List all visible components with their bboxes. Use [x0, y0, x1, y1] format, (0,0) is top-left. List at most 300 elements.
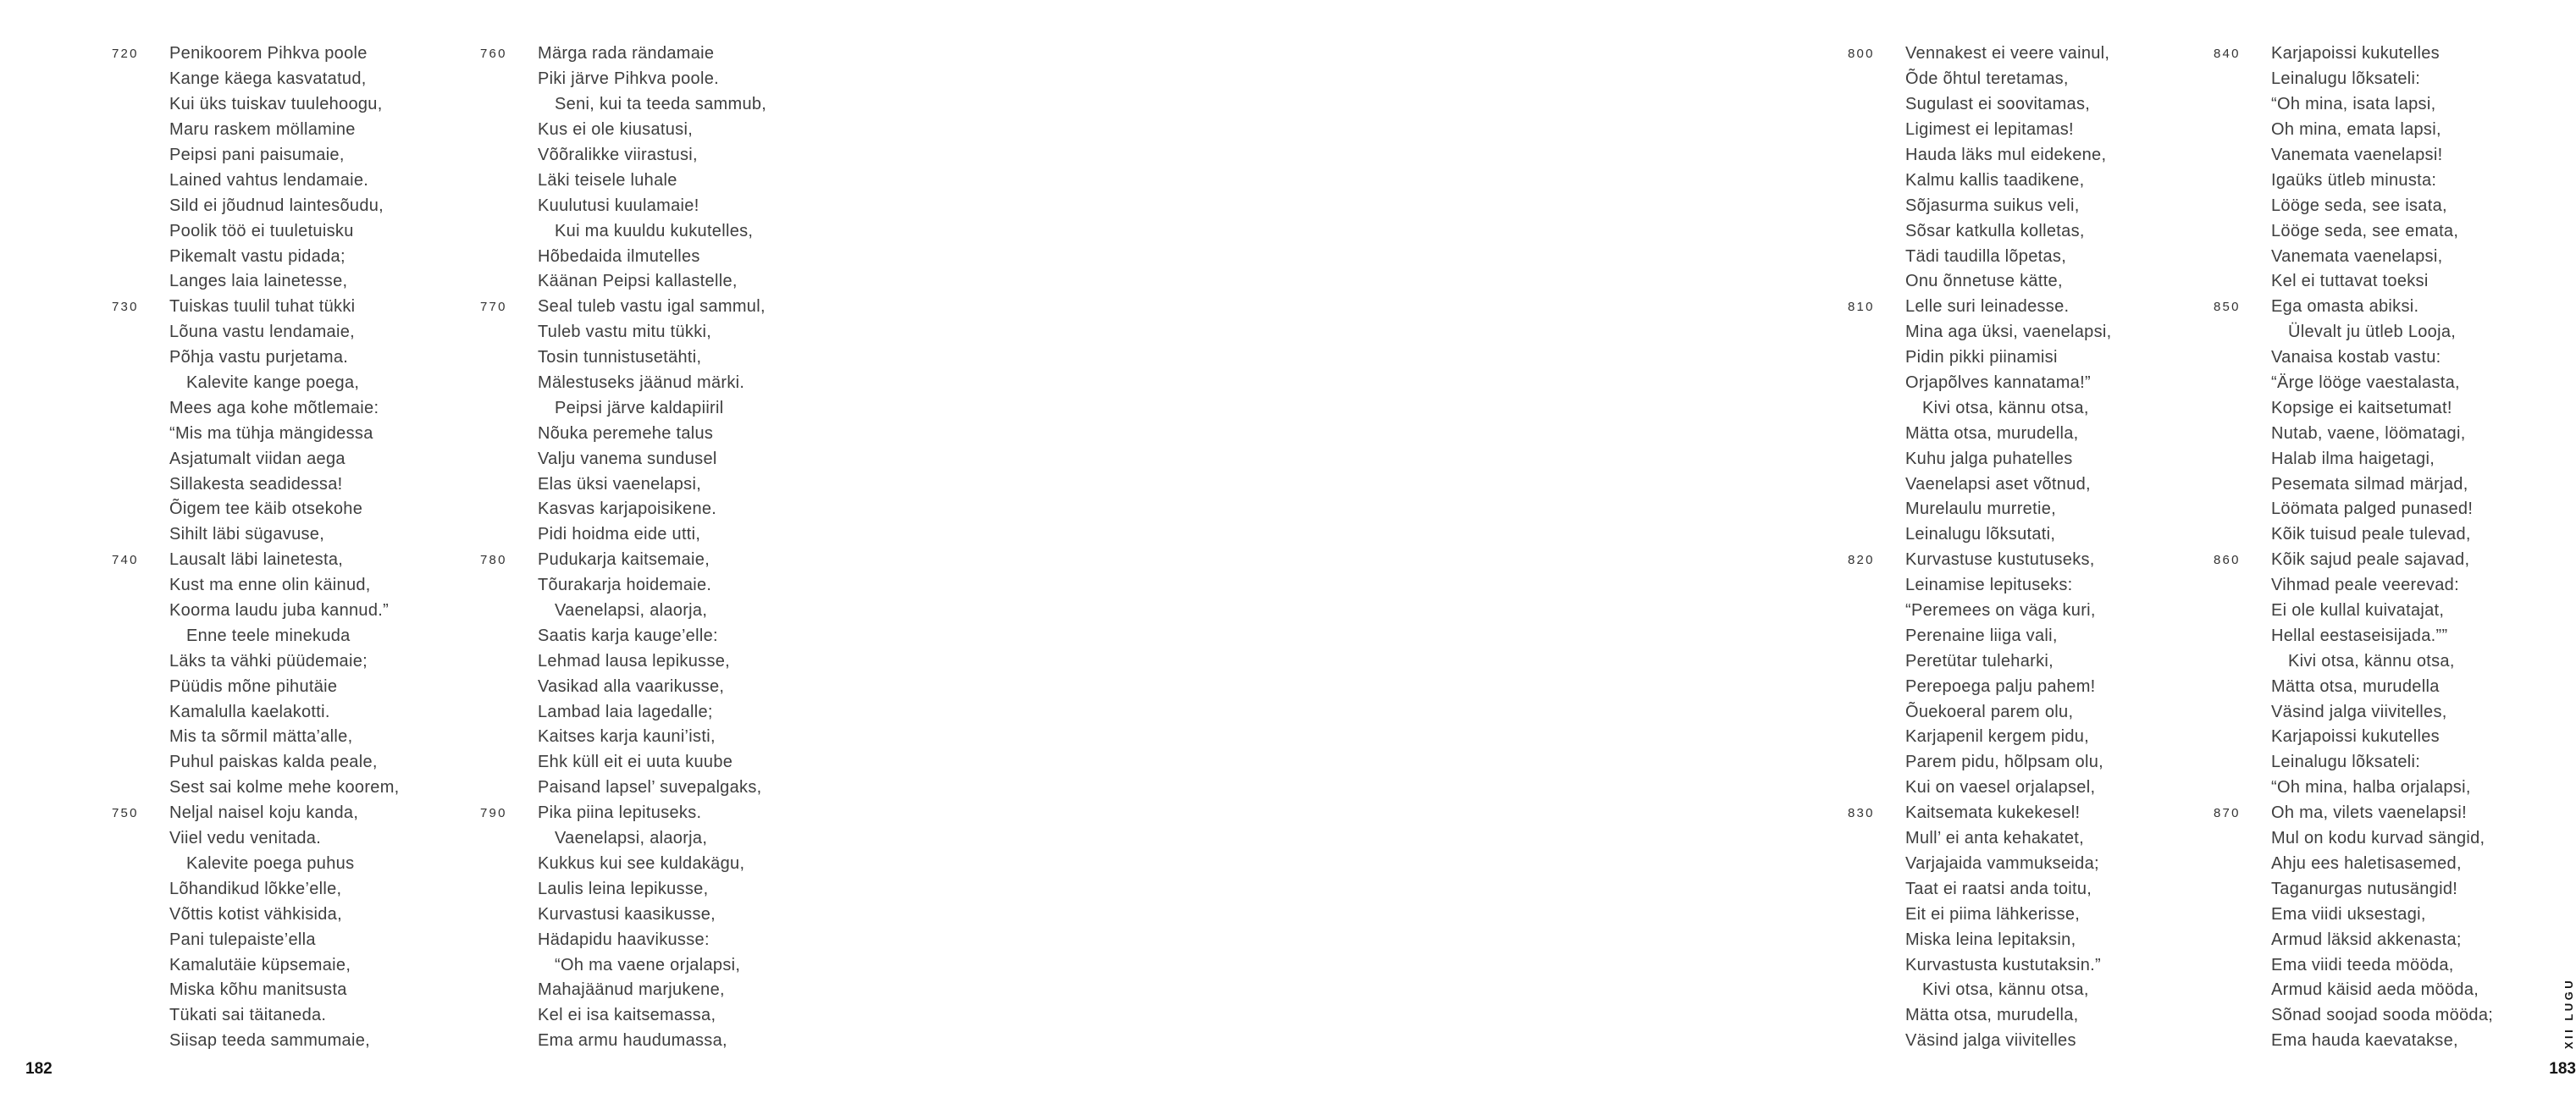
verse-text: Kange käega kasvatatud, [169, 69, 367, 89]
verse-text: Poolik töö ei tuuletuisku [169, 221, 354, 240]
verse-line [2214, 143, 2493, 168]
verse-text: Hauda läks mul eidekene, [1905, 146, 2107, 164]
verse-line [2214, 446, 2493, 472]
verse-line [2214, 67, 2493, 92]
line-number: 810 [1848, 300, 1875, 315]
verse-text: Kust ma enne olin käinud, [169, 576, 371, 595]
verse-text: Sihilt läbi sügavuse, [169, 525, 325, 544]
verse-text: Hellal eestaseisijada.”” [2271, 626, 2448, 645]
verse-line [112, 522, 400, 548]
line-number: 800 [1848, 47, 1875, 62]
verse-line [1848, 371, 2112, 396]
verse-text: Igaüks ütleb minusta: [2271, 170, 2437, 190]
verse-line [112, 320, 400, 345]
verse-line [2214, 395, 2493, 421]
verse-line [480, 497, 766, 522]
verse-line [112, 952, 400, 978]
verse-line [1848, 244, 2112, 269]
verse-text: Kamalulla kaelakotti. [169, 702, 330, 721]
verse-text: Sõjasurma suikus veli, [1905, 196, 2080, 215]
line-number: 840 [2214, 47, 2241, 62]
verse-line [1848, 750, 2112, 776]
verse-text: Vasikad alla vaarikusse, [538, 676, 725, 696]
verse-text: “Oh mina, isata lapsi, [2271, 95, 2436, 114]
verse-text: Onu õnnetuse kätte, [1905, 272, 2063, 291]
verse-text: Peretütar tuleharki, [1905, 651, 2054, 671]
verse-text: Mina aga üksi, vaenelapsi, [1905, 323, 2112, 342]
verse-column-1 [112, 41, 400, 1054]
verse-text: Ema viidi uksestagi, [2271, 904, 2426, 924]
verse-line [112, 143, 400, 168]
verse-line [480, 143, 766, 168]
verse-text: “Ärge lööge vaestalasta, [2271, 373, 2460, 393]
line-number: 850 [2214, 300, 2241, 315]
verse-text: Lehmad lausa lepikusse, [538, 651, 731, 671]
verse-line [2214, 345, 2493, 371]
verse-text: Mul on kodu kurvad sängid, [2271, 829, 2485, 848]
verse-line [112, 168, 400, 193]
verse-line [2214, 826, 2493, 852]
verse-text: Peipsi järve kaldapiiril [555, 398, 724, 417]
verse-text: Löömata palged punased! [2271, 500, 2474, 519]
verse-line [1848, 421, 2112, 446]
verse-line [480, 725, 766, 750]
verse-text: Ega omasta abiksi. [2271, 297, 2419, 317]
verse-text: Armud käisid aeda mööda, [2271, 980, 2479, 1000]
verse-line [480, 548, 766, 573]
verse-column-2 [480, 41, 766, 1054]
verse-text: “Oh ma vaene orjalapsi, [555, 955, 741, 974]
verse-line [1848, 472, 2112, 497]
verse-line [112, 876, 400, 902]
verse-line [1848, 699, 2112, 725]
verse-line [2214, 497, 2493, 522]
verse-line [112, 421, 400, 446]
verse-line [2214, 699, 2493, 725]
verse-text: Tädi taudilla lõpetas, [1905, 246, 2067, 266]
verse-text: Elas üksi vaenelapsi, [538, 474, 702, 494]
line-number: 860 [2214, 553, 2241, 568]
verse-text: Pikemalt vastu pidada; [169, 246, 345, 266]
verse-text: Miska leina lepitaksin, [1905, 930, 2076, 949]
verse-line [2214, 1003, 2493, 1029]
verse-line [1848, 927, 2112, 952]
verse-line [2214, 952, 2493, 978]
verse-text: Mis ta sõrmil mätta’alle, [169, 727, 353, 747]
verse-text: Õuekoeral parem olu, [1905, 702, 2074, 721]
verse-text: Kaitses karja kauni’isti, [538, 727, 716, 747]
verse-line [2214, 522, 2493, 548]
verse-text: Kasvas karjapoisikene. [538, 500, 717, 519]
verse-line [480, 92, 766, 118]
verse-line [1848, 67, 2112, 92]
verse-line [1848, 599, 2112, 624]
verse-line [2214, 295, 2493, 320]
verse-text: Kel ei isa kaitsemassa, [538, 1006, 716, 1025]
verse-text: Hädapidu haavikusse: [538, 930, 710, 949]
verse-line [480, 978, 766, 1003]
verse-text: Kurvastuse kustutuseks, [1905, 550, 2095, 570]
verse-line [480, 927, 766, 952]
verse-text: Kivi otsa, kännu otsa, [1922, 398, 2089, 417]
verse-text: Vanemata vaenelapsi! [2271, 146, 2443, 164]
verse-text: Mätta otsa, murudella, [1905, 423, 2079, 443]
verse-text: Võõralikke viirastusi, [538, 146, 698, 164]
verse-text: Kivi otsa, kännu otsa, [2288, 651, 2455, 671]
line-number: 770 [480, 300, 507, 315]
verse-text: Ema viidi teeda mööda, [2271, 955, 2454, 974]
verse-line [2214, 649, 2493, 674]
verse-text: Hõbedaida ilmutelles [538, 246, 700, 266]
verse-line [2214, 1029, 2493, 1054]
verse-text: Kivi otsa, kännu otsa, [1922, 980, 2089, 1000]
verse-line [112, 295, 400, 320]
verse-text: Halab ilma haigetagi, [2271, 449, 2435, 468]
verse-line [112, 826, 400, 852]
verse-line [1848, 497, 2112, 522]
line-number: 790 [480, 806, 507, 821]
verse-text: Nõuka peremehe talus [538, 423, 714, 443]
verse-text: Pidi hoidma eide utti, [538, 525, 701, 544]
verse-line [1848, 320, 2112, 345]
verse-text: Vanemata vaenelapsi, [2271, 246, 2443, 266]
verse-text: Orjapõlves kannatama!” [1905, 373, 2091, 393]
verse-line [112, 725, 400, 750]
verse-text: Sõsar katkulla kolletas, [1905, 221, 2085, 240]
verse-line [112, 801, 400, 826]
verse-line [112, 674, 400, 699]
verse-line [1848, 446, 2112, 472]
verse-line [2214, 41, 2493, 67]
verse-line [1848, 522, 2112, 548]
verse-line [1848, 573, 2112, 599]
verse-text: Sugulast ei soovitamas, [1905, 95, 2091, 114]
verse-line [1848, 269, 2112, 295]
verse-line [1848, 218, 2112, 244]
verse-text: Kalevite kange poega, [186, 373, 360, 393]
verse-line [112, 371, 400, 396]
verse-line [112, 472, 400, 497]
verse-text: Penikoorem Pihkva poole [169, 44, 368, 63]
verse-line [1848, 902, 2112, 927]
verse-line [112, 649, 400, 674]
verse-text: “Mis ma tühja mängidessa [169, 423, 373, 443]
verse-text: Mälestuseks jäänud märki. [538, 373, 745, 393]
verse-text: Lained vahtus lendamaie. [169, 170, 369, 190]
verse-text: Pidin pikki piinamisi [1905, 348, 2058, 367]
verse-text: Kukkus kui see kuldakägu, [538, 853, 745, 873]
verse-text: Ahju ees haletisasemed, [2271, 853, 2462, 873]
verse-line [1848, 193, 2112, 218]
verse-line [112, 750, 400, 776]
verse-line [112, 497, 400, 522]
verse-line [2214, 978, 2493, 1003]
verse-line [1848, 674, 2112, 699]
verse-line [480, 750, 766, 776]
verse-line [1848, 118, 2112, 143]
verse-text: Kalevite poega puhus [186, 853, 355, 873]
verse-line [2214, 674, 2493, 699]
verse-line [480, 623, 766, 649]
verse-text: Tõurakarja hoidemaie. [538, 576, 712, 595]
verse-line [480, 295, 766, 320]
verse-line [480, 168, 766, 193]
chapter-sidebar-label: XII LUGU [2562, 977, 2575, 1050]
verse-line [2214, 599, 2493, 624]
verse-line [112, 978, 400, 1003]
verse-text: Vaenelapsi aset võtnud, [1905, 474, 2091, 494]
verse-line [480, 522, 766, 548]
verse-text: Oh mina, emata lapsi, [2271, 120, 2441, 140]
verse-line [480, 193, 766, 218]
verse-line [2214, 801, 2493, 826]
verse-text: Kel ei tuttavat toeksi [2271, 272, 2429, 291]
verse-line [480, 573, 766, 599]
verse-line [2214, 852, 2493, 877]
page-number-left: 182 [25, 1060, 53, 1078]
verse-text: Kus ei ole kiusatusi, [538, 120, 694, 140]
verse-line [480, 41, 766, 67]
verse-text: Perenaine liiga vali, [1905, 626, 2058, 645]
verse-text: Pani tulepaiste’ella [169, 930, 316, 949]
verse-text: Sest sai kolme mehe koorem, [169, 778, 400, 798]
verse-line [112, 852, 400, 877]
verse-text: Seal tuleb vastu igal sammul, [538, 297, 766, 317]
verse-text: Kui on vaesel orjalapsel, [1905, 778, 2096, 798]
verse-text: Püüdis mõne pihutäie [169, 676, 338, 696]
verse-text: Lööge seda, see isata, [2271, 196, 2447, 215]
verse-line [2214, 371, 2493, 396]
verse-line [480, 218, 766, 244]
verse-line [1848, 952, 2112, 978]
verse-line [2214, 168, 2493, 193]
line-number: 760 [480, 47, 507, 62]
verse-line [2214, 623, 2493, 649]
verse-line [480, 118, 766, 143]
verse-line [480, 826, 766, 852]
line-number: 740 [112, 553, 139, 568]
verse-text: Enne teele minekuda [186, 626, 351, 645]
verse-text: Mees aga kohe mõtlemaie: [169, 398, 379, 417]
verse-text: Peipsi pani paisumaie, [169, 146, 345, 164]
verse-text: Tuiskas tuulil tuhat tükki [169, 297, 356, 317]
verse-text: Kõik tuisud peale tulevad, [2271, 525, 2471, 544]
verse-text: Kalmu kallis taadikene, [1905, 170, 2085, 190]
verse-text: Kurvastusta kustutaksin.” [1905, 955, 2101, 974]
verse-line [112, 218, 400, 244]
verse-line [2214, 776, 2493, 801]
verse-text: Karjapoissi kukutelles [2271, 727, 2440, 747]
verse-text: Lelle suri leinadesse. [1905, 297, 2070, 317]
verse-text: Saatis karja kauge’elle: [538, 626, 718, 645]
verse-text: Piki järve Pihkva poole. [538, 69, 719, 89]
verse-line [1848, 548, 2112, 573]
verse-text: Vennakest ei veere vainul, [1905, 44, 2110, 63]
verse-line [112, 41, 400, 67]
line-number: 820 [1848, 553, 1875, 568]
line-number: 750 [112, 806, 139, 821]
verse-line [2214, 320, 2493, 345]
verse-text: Ema hauda kaevatakse, [2271, 1031, 2458, 1051]
verse-line [1848, 725, 2112, 750]
verse-line [1848, 852, 2112, 877]
verse-line [480, 876, 766, 902]
verse-text: Parem pidu, hõlpsam olu, [1905, 753, 2103, 772]
verse-line [112, 776, 400, 801]
verse-line [480, 699, 766, 725]
verse-line [1848, 776, 2112, 801]
verse-line [1848, 143, 2112, 168]
verse-text: Kopsige ei kaitsetumat! [2271, 398, 2452, 417]
verse-text: Vihmad peale veerevad: [2271, 576, 2459, 595]
verse-text: Puhul paiskas kalda peale, [169, 753, 378, 772]
verse-line [1848, 1029, 2112, 1054]
verse-text: “Peremees on väga kuri, [1905, 601, 2096, 621]
verse-text: Põhja vastu purjetama. [169, 348, 349, 367]
verse-line [2214, 876, 2493, 902]
verse-text: Kuulutusi kuulamaie! [538, 196, 699, 215]
verse-line [112, 193, 400, 218]
verse-line [112, 1029, 400, 1054]
verse-text: Leinamise lepituseks: [1905, 576, 2073, 595]
verse-text: Võttis kotist vähkisida, [169, 904, 342, 924]
verse-text: Lambad laia lagedalle; [538, 702, 713, 721]
verse-text: Tosin tunnistusetähti, [538, 348, 702, 367]
verse-column-4 [2214, 41, 2493, 1054]
page-183 [867, 0, 2576, 1104]
verse-line [480, 472, 766, 497]
verse-line [480, 649, 766, 674]
verse-text: Miska kõhu manitsusta [169, 980, 347, 1000]
verse-text: Ema armu haudumassa, [538, 1031, 727, 1051]
verse-text: Ligimest ei lepitamas! [1905, 120, 2074, 140]
verse-line [480, 1029, 766, 1054]
line-number: 870 [2214, 806, 2241, 821]
verse-text: Koorma laudu juba kannud.” [169, 601, 390, 621]
verse-text: Pesemata silmad märjad, [2271, 474, 2468, 494]
line-number: 830 [1848, 806, 1875, 821]
verse-text: Vanaisa kostab vastu: [2271, 348, 2441, 367]
verse-text: Õigem tee käib otsekohe [169, 500, 363, 519]
verse-text: Lõhandikud lõkke’elle, [169, 879, 342, 898]
verse-line [112, 118, 400, 143]
verse-text: Tuleb vastu mitu tükki, [538, 323, 712, 342]
verse-line [480, 599, 766, 624]
verse-line [2214, 269, 2493, 295]
verse-line [1848, 826, 2112, 852]
verse-line [112, 1003, 400, 1029]
verse-line [2214, 573, 2493, 599]
verse-line [480, 1003, 766, 1029]
verse-text: Käänan Peipsi kallastelle, [538, 272, 738, 291]
verse-text: Leinalugu lõksutati, [1905, 525, 2056, 544]
verse-text: Pudukarja kaitsemaie, [538, 550, 710, 570]
verse-text: “Oh mina, halba orjalapsi, [2271, 778, 2471, 798]
verse-text: Lausalt läbi lainetesta, [169, 550, 344, 570]
verse-text: Märga rada rändamaie [538, 44, 715, 63]
verse-line [2214, 927, 2493, 952]
verse-column-3 [1848, 41, 2112, 1054]
verse-text: Väsind jalga viivitelles, [2271, 702, 2447, 721]
verse-line [112, 573, 400, 599]
verse-text: Maru raskem möllamine [169, 120, 356, 140]
verse-text: Laulis leina lepikusse, [538, 879, 709, 898]
verse-text: Kamalutäie küpsemaie, [169, 955, 351, 974]
verse-line [480, 395, 766, 421]
verse-line [2214, 472, 2493, 497]
verse-line [112, 599, 400, 624]
verse-text: Asjatumalt viidan aega [169, 449, 345, 468]
verse-text: Mätta otsa, murudella [2271, 676, 2440, 696]
verse-line [1848, 623, 2112, 649]
verse-text: Eit ei piima lähkerisse, [1905, 904, 2081, 924]
verse-text: Pika piina lepituseks. [538, 803, 702, 823]
line-number: 720 [112, 47, 139, 62]
verse-line [1848, 1003, 2112, 1029]
verse-text: Seni, kui ta teeda sammub, [555, 95, 767, 114]
verse-text: Ülevalt ju ütleb Looja, [2288, 323, 2457, 342]
verse-line [2214, 548, 2493, 573]
verse-line [112, 548, 400, 573]
verse-line [480, 801, 766, 826]
verse-line [112, 269, 400, 295]
verse-line [112, 395, 400, 421]
verse-line [1848, 978, 2112, 1003]
verse-line [480, 67, 766, 92]
verse-text: Leinalugu lõksateli: [2271, 753, 2421, 772]
verse-text: Armud läksid akkenasta; [2271, 930, 2462, 949]
verse-line [112, 902, 400, 927]
verse-line [112, 244, 400, 269]
verse-line [480, 345, 766, 371]
page-182 [0, 0, 867, 1104]
verse-text: Kuhu jalga puhatelles [1905, 449, 2073, 468]
verse-line [112, 927, 400, 952]
verse-text: Ehk küll eit ei uuta kuube [538, 753, 733, 772]
verse-line [1848, 395, 2112, 421]
verse-line [2214, 902, 2493, 927]
verse-text: Mull’ ei anta kehakatet, [1905, 829, 2085, 848]
verse-line [2214, 750, 2493, 776]
verse-text: Leinalugu lõksateli: [2271, 69, 2421, 89]
verse-line [112, 345, 400, 371]
page-number-right: 183 [2549, 1060, 2576, 1078]
verse-line [2214, 725, 2493, 750]
verse-line [112, 67, 400, 92]
verse-line [112, 92, 400, 118]
verse-text: Nutab, vaene, löömatagi, [2271, 423, 2466, 443]
verse-text: Vaenelapsi, alaorja, [555, 601, 708, 621]
verse-line [480, 446, 766, 472]
verse-text: Valju vanema sundusel [538, 449, 717, 468]
verse-line [1848, 295, 2112, 320]
verse-text: Neljal naisel koju kanda, [169, 803, 359, 823]
verse-text: Kui ma kuuldu kukutelles, [555, 221, 754, 240]
verse-text: Tükati sai täitaneda. [169, 1006, 327, 1025]
verse-text: Kurvastusi kaasikusse, [538, 904, 716, 924]
verse-line [2214, 193, 2493, 218]
verse-line [480, 952, 766, 978]
verse-text: Karjapoissi kukutelles [2271, 44, 2440, 63]
verse-text: Langes laia lainetesse, [169, 272, 348, 291]
verse-line [2214, 118, 2493, 143]
verse-text: Kaitsemata kukekesel! [1905, 803, 2081, 823]
verse-line [480, 421, 766, 446]
verse-text: Lööge seda, see emata, [2271, 221, 2459, 240]
verse-line [1848, 876, 2112, 902]
verse-text: Taat ei raatsi anda toitu, [1905, 879, 2092, 898]
verse-text: Lõuna vastu lendamaie, [169, 323, 355, 342]
